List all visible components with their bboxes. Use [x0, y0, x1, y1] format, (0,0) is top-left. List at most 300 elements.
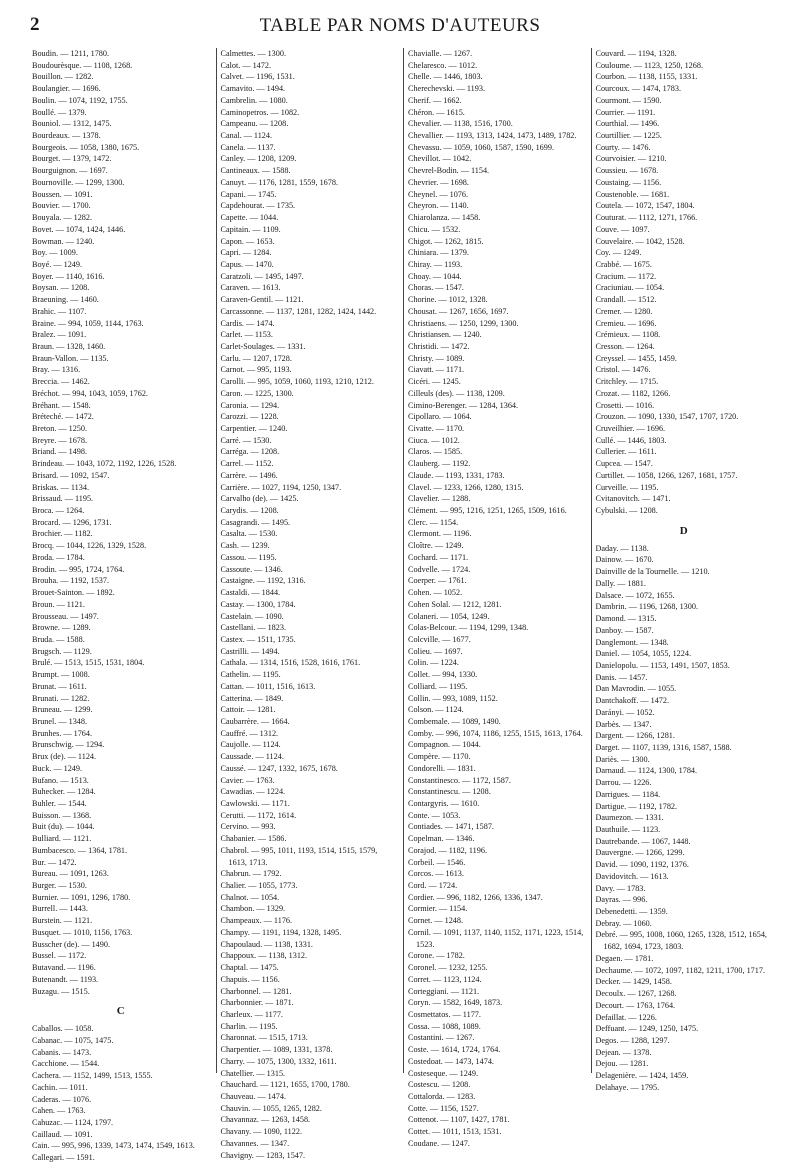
- index-entry: Cracium. — 1172.: [595, 271, 657, 281]
- index-column: [403, 48, 591, 1148]
- index-entry: Courty. — 1476.: [595, 142, 651, 152]
- index-entry: Charry. — 1075, 1300, 1332, 1611.: [220, 1056, 337, 1066]
- index-entry: Colliard. — 1195.: [408, 681, 468, 691]
- index-entry: Butavand. — 1196.: [32, 963, 96, 973]
- index-entry: Chigot. — 1262, 1815.: [408, 236, 484, 246]
- index-entry: Bourgeois. — 1058, 1380, 1675.: [32, 142, 140, 152]
- index-columns: [28, 48, 778, 1163]
- index-entry: Boudourèsque. — 1108, 1268.: [32, 60, 133, 70]
- index-entry: Carpentier. — 1240.: [220, 424, 288, 433]
- index-entry: Boudin. — 1211, 1780.: [32, 49, 110, 58]
- index-entry: Charbonnel. — 1281.: [220, 986, 292, 996]
- index-entry: Cimino-Berenger. — 1284, 1364.: [408, 400, 519, 410]
- index-entry: Daniel. — 1054, 1055, 1224.: [595, 649, 692, 659]
- index-entry: Buisson. — 1368.: [32, 810, 92, 820]
- index-entry: Chambon. — 1329.: [220, 904, 286, 914]
- index-entry: Cash. — 1239.: [220, 541, 270, 551]
- index-entry: Boulangier. — 1696.: [32, 84, 101, 94]
- index-entry: Bussel. — 1172.: [32, 951, 87, 961]
- index-entry: Corteggiani. — 1121.: [408, 986, 480, 996]
- index-entry: Carozzi. — 1228.: [220, 412, 279, 422]
- index-entry: Cicéri. — 1245.: [408, 377, 461, 387]
- index-entry: Christidi. — 1472.: [408, 341, 470, 351]
- index-entry: Cassou. — 1195.: [220, 552, 277, 562]
- index-entry: Charonnat. — 1515, 1713.: [220, 1033, 308, 1043]
- index-entry: Cullé. — 1446, 1803.: [595, 435, 667, 445]
- index-entry: Brochier. — 1182.: [32, 529, 93, 539]
- index-entry: Cassoute. — 1346.: [220, 564, 283, 574]
- index-entry: Braeuning. — 1460.: [32, 295, 99, 305]
- index-entry: Cupcea. — 1547.: [595, 459, 653, 469]
- index-entry: Chauveau. — 1474.: [220, 1091, 286, 1101]
- index-entry: Couvelaire. — 1042, 1528.: [595, 236, 685, 246]
- index-entry: Crozat. — 1182, 1266.: [595, 388, 671, 398]
- index-entry: Debré. — 995, 1008, 1060, 1265, 1328, 1512, 1654, 1682, 1694, 1723, 1803.: [595, 930, 767, 952]
- index-entry: Deffuant. — 1249, 1250, 1475.: [595, 1024, 699, 1034]
- index-entry: Cattoir. — 1281.: [220, 705, 276, 715]
- index-entry: Clauberg. — 1192.: [408, 459, 471, 469]
- index-entry: Boussen. — 1091.: [32, 189, 93, 199]
- index-entry: Cybulski. — 1208.: [595, 506, 658, 516]
- index-entry: Carrel. — 1152.: [220, 459, 274, 469]
- index-entry: Chappoux. — 1138, 1312.: [220, 951, 308, 961]
- index-entry: Collin. — 993, 1089, 1152.: [408, 693, 498, 703]
- index-entry: Briskas. — 1134.: [32, 482, 90, 492]
- index-entry: Caron. — 1225, 1300.: [220, 388, 294, 398]
- index-entry: Contargyris. — 1610.: [408, 799, 480, 808]
- index-entry: Coustenoble. — 1681.: [595, 189, 670, 199]
- index-entry: Cahen. — 1763.: [32, 1106, 86, 1116]
- index-entry: Broun. — 1121.: [32, 599, 85, 609]
- index-entry: Damond. — 1315.: [595, 614, 657, 624]
- index-entry: Dally. — 1881.: [595, 578, 646, 588]
- index-entry: Constantinesco. — 1172, 1587.: [408, 775, 511, 785]
- index-entry: Cheynel. — 1076.: [408, 189, 469, 199]
- index-entry: Dauvergne. — 1266, 1299.: [595, 848, 685, 858]
- index-entry: Cahuzac. — 1124, 1797.: [32, 1117, 114, 1127]
- index-entry: Claude. — 1193, 1331, 1783.: [408, 470, 505, 480]
- index-entry: Brulé. — 1513, 1515, 1531, 1804.: [32, 658, 145, 668]
- index-entry: Braun. — 1328, 1460.: [32, 341, 106, 351]
- index-entry: Chelle. — 1446, 1803.: [408, 72, 483, 82]
- index-entry: Clément. — 995, 1216, 1251, 1265, 1509, 1616.: [408, 506, 567, 516]
- index-entry: Costeseque. — 1249.: [408, 1068, 479, 1078]
- index-entry: Canal. — 1124.: [220, 131, 273, 141]
- index-entry: Browne. — 1289.: [32, 623, 91, 633]
- index-entry: Darányi. — 1052.: [595, 707, 655, 717]
- index-entry: Courbon. — 1138, 1155, 1331.: [595, 72, 698, 82]
- index-entry: Colieu. — 1697.: [408, 646, 463, 656]
- index-entry: Cossa. — 1088, 1089.: [408, 1021, 481, 1031]
- index-entry: Boyer. — 1140, 1616.: [32, 271, 105, 281]
- index-entry: Cloître. — 1249.: [408, 541, 464, 551]
- index-entry: Corret. — 1123, 1124.: [408, 974, 482, 984]
- index-entry: Dartigue. — 1192, 1782.: [595, 801, 678, 811]
- index-entry: Brunati. — 1282.: [32, 693, 90, 703]
- index-entry: Castaldi. — 1844.: [220, 588, 281, 598]
- index-entry: Chapoulaud. — 1138, 1331.: [220, 939, 313, 949]
- index-entry: Dariès. — 1300.: [595, 754, 650, 764]
- index-entry: Coutela. — 1072, 1547, 1804.: [595, 201, 695, 211]
- index-entry: Carré. — 1530.: [220, 435, 272, 445]
- index-entry: Bourguignon. — 1697.: [32, 166, 108, 176]
- index-entry: Bouvier. — 1700.: [32, 201, 91, 211]
- index-entry: Courmont. — 1590.: [595, 95, 662, 105]
- index-entry: Chorine. — 1012, 1328.: [408, 295, 488, 305]
- index-entry: Couloume. — 1123, 1250, 1268.: [595, 60, 703, 70]
- index-entry: Cachera. — 1152, 1499, 1513, 1555.: [32, 1071, 153, 1081]
- index-entry: Buzagu. — 1515.: [32, 986, 90, 996]
- index-entry: Chéron. — 1615.: [408, 107, 465, 117]
- index-entry: Coste. — 1614, 1724, 1764.: [408, 1045, 501, 1055]
- index-entry: Danielopolu. — 1153, 1491, 1507, 1853.: [595, 660, 730, 670]
- index-entry: Danglemont. — 1348.: [595, 637, 669, 647]
- index-entry: Costedoat. — 1473, 1474.: [408, 1056, 494, 1066]
- index-entry: Carlu. — 1207, 1728.: [220, 353, 292, 363]
- index-entry: Bray. — 1316.: [32, 365, 81, 375]
- index-entry: Chaptal. — 1475.: [220, 963, 279, 973]
- index-entry: Chousat. — 1267, 1656, 1697.: [408, 306, 509, 316]
- index-entry: Degaen. — 1781.: [595, 953, 654, 963]
- index-entry: Ciuca. — 1012.: [408, 435, 460, 445]
- index-entry: Boy. — 1009.: [32, 248, 78, 258]
- index-entry: Butenandt. — 1193.: [32, 974, 99, 984]
- index-entry: Carlet. — 1153.: [220, 330, 273, 340]
- index-entry: Breccia. — 1462.: [32, 377, 90, 387]
- index-entry: Clerc. — 1154.: [408, 517, 459, 527]
- index-entry: Delahaye. — 1795.: [595, 1082, 660, 1092]
- index-entry: Castellani. — 1823.: [220, 623, 286, 633]
- index-entry: Boysan. — 1208.: [32, 283, 90, 293]
- index-entry: Canela. — 1137.: [220, 142, 276, 152]
- index-entry: Colaneri. — 1054, 1249.: [408, 611, 490, 621]
- index-entry: Colcville. — 1677.: [408, 634, 471, 644]
- index-entry: Chalnot. — 1054.: [220, 892, 280, 902]
- index-entry: Cavier. — 1763.: [220, 775, 275, 785]
- index-entry: Carréga. — 1208.: [220, 447, 280, 457]
- index-entry: Calot. — 1472.: [220, 60, 271, 70]
- index-entry: Corcos. — 1613.: [408, 869, 464, 879]
- index-entry: Cottet. — 1011, 1513, 1531.: [408, 1127, 502, 1137]
- index-entry: Charlin. — 1195.: [220, 1021, 278, 1031]
- index-entry: Corajod. — 1182, 1196.: [408, 845, 487, 855]
- index-entry: Brunel. — 1348.: [32, 716, 88, 726]
- index-entry: Costantini. — 1267.: [408, 1033, 475, 1043]
- index-entry: Caballos. — 1058.: [32, 1024, 94, 1034]
- index-entry: Chauchard. — 1121, 1655, 1700, 1780.: [220, 1080, 350, 1090]
- index-entry: Chabrun. — 1792.: [220, 869, 282, 879]
- index-entry: Cacchione. — 1544.: [32, 1059, 100, 1069]
- index-column: [591, 48, 779, 1092]
- index-entry: Civatte. — 1170.: [408, 424, 465, 433]
- index-entry: Brissaud. — 1195.: [32, 494, 94, 504]
- index-entry: Chavannaz. — 1263, 1458.: [220, 1115, 311, 1125]
- index-entry: Cantineaux. — 1588.: [220, 166, 291, 176]
- index-entry: Cachin. — 1011.: [32, 1082, 88, 1092]
- index-entry: Busscher (de). — 1490.: [32, 939, 110, 949]
- index-entry: Brunschwig. — 1294.: [32, 740, 105, 750]
- index-entry: Chevrier. — 1698.: [408, 177, 469, 187]
- index-entry: Choay. — 1044.: [408, 271, 462, 281]
- index-entry: Cohen Solal. — 1212, 1281.: [408, 599, 502, 609]
- index-entry: Cabanac. — 1075, 1475.: [32, 1035, 114, 1045]
- index-entry: Carvalho (de). — 1425.: [220, 494, 299, 504]
- index-entry: Colin. — 1224.: [408, 658, 459, 668]
- index-entry: Couve. — 1097.: [595, 224, 650, 234]
- index-entry: Bréteché. — 1472.: [32, 412, 94, 422]
- index-entry: Brouha. — 1192, 1537.: [32, 576, 110, 586]
- index-entry: Dauthuile. — 1123.: [595, 825, 661, 834]
- page-title: TABLE PAR NOMS D'AUTEURS: [259, 15, 541, 36]
- index-entry: Codvelle. — 1724.: [408, 564, 471, 574]
- index-entry: Costescu. — 1208.: [408, 1080, 471, 1090]
- index-entry: Cristol. — 1476.: [595, 365, 651, 375]
- index-entry: Cosmettatos. — 1177.: [408, 1009, 481, 1019]
- index-entry: Chavannes. — 1347.: [220, 1138, 290, 1148]
- index-entry: Chelaresco. — 1012.: [408, 60, 478, 70]
- index-column: [216, 48, 404, 1160]
- index-entry: Caussé. — 1247, 1332, 1675, 1678.: [220, 763, 338, 773]
- index-entry: Crosetti. — 1016.: [595, 400, 655, 410]
- index-entry: Brahic. — 1107.: [32, 306, 87, 316]
- index-entry: Davy. — 1783.: [595, 883, 646, 893]
- index-entry: Curveille. — 1195.: [595, 482, 659, 492]
- index-entry: Dejou. — 1281.: [595, 1059, 649, 1069]
- index-entry: Cottalorda. — 1283.: [408, 1091, 476, 1101]
- index-entry: Darrigues. — 1184.: [595, 789, 661, 799]
- index-entry: Castaigne. — 1192, 1316.: [220, 576, 306, 586]
- index-entry: Capon. — 1653.: [220, 236, 275, 246]
- index-entry: Caillaud. — 1091.: [32, 1129, 93, 1139]
- index-entry: Bralez. — 1091.: [32, 330, 87, 340]
- index-entry: Chalier. — 1055, 1773.: [220, 881, 298, 891]
- index-entry: Cambrelin. — 1080.: [220, 95, 288, 105]
- index-entry: Buhecker. — 1284.: [32, 787, 96, 797]
- index-entry: Coy. — 1249.: [595, 248, 642, 258]
- index-entry: Courtillier. — 1225.: [595, 131, 662, 141]
- index-entry: Castrilli. — 1494.: [220, 646, 280, 656]
- index-entry: Dantchakoff. — 1472.: [595, 696, 670, 706]
- index-entry: Cruveilhier. — 1696.: [595, 424, 666, 433]
- index-entry: Carnot. — 995, 1193.: [220, 365, 292, 375]
- index-entry: Corone. — 1782.: [408, 951, 465, 961]
- index-entry: Colas-Belcour. — 1194, 1299, 1348.: [408, 623, 529, 633]
- index-entry: Couvard. — 1194, 1328.: [595, 49, 677, 58]
- index-entry: Buck. — 1249.: [32, 763, 83, 773]
- index-entry: Crouzon. — 1090, 1330, 1547, 1707, 1720.: [595, 412, 739, 422]
- index-entry: Collet. — 994, 1330.: [408, 670, 478, 680]
- index-entry: Campeanu. — 1208.: [220, 119, 289, 129]
- index-entry: Cherif. — 1662.: [408, 95, 462, 105]
- index-entry: Cardis. — 1474.: [220, 318, 275, 328]
- index-entry: Canley. — 1208, 1209.: [220, 154, 297, 164]
- index-entry: Debenedetti. — 1359.: [595, 907, 668, 917]
- index-entry: Copelman. — 1346.: [408, 834, 475, 844]
- index-entry: Capitain. — 1109.: [220, 224, 281, 234]
- index-entry: Christy. — 1089.: [408, 353, 465, 363]
- index-entry: Chauvin. — 1055, 1265, 1282.: [220, 1103, 322, 1113]
- index-entry: Cipollaro. — 1064.: [408, 412, 472, 422]
- index-entry: Burger. — 1530.: [32, 881, 87, 891]
- index-entry: Chicu. — 1532.: [408, 224, 461, 234]
- index-entry: Brocard. — 1296, 1731.: [32, 517, 112, 527]
- index-entry: Brux (de). — 1124.: [32, 752, 97, 762]
- index-entry: Cohen. — 1052.: [408, 588, 463, 598]
- index-entry: Charbonnier. — 1871.: [220, 998, 294, 1008]
- index-entry: Calmettes. — 1300.: [220, 49, 286, 58]
- index-entry: Dejean. — 1378.: [595, 1047, 652, 1057]
- index-entry: Cornil. — 1091, 1137, 1140, 1152, 1171, 1223, 1514, 1523.: [408, 927, 584, 949]
- index-entry: Bourget. — 1379, 1472.: [32, 154, 112, 164]
- index-entry: Crémieux. — 1108.: [595, 330, 661, 340]
- index-entry: Caminopetros. — 1082.: [220, 107, 300, 117]
- index-entry: Bowman. — 1240.: [32, 236, 95, 246]
- index-entry: Cawadias. — 1224.: [220, 787, 286, 797]
- index-entry: Brocq. — 1044, 1226, 1329, 1528.: [32, 541, 147, 551]
- index-entry: Danboy. — 1587.: [595, 625, 654, 635]
- index-entry: Cordier. — 996, 1182, 1266, 1336, 1347.: [408, 892, 543, 902]
- index-entry: Daday. — 1138.: [595, 543, 649, 553]
- index-entry: Cormier. — 1154.: [408, 904, 468, 914]
- index-entry: Courcoux. — 1474, 1783.: [595, 84, 682, 94]
- index-entry: Cilleuls (des). — 1138, 1209.: [408, 388, 505, 398]
- index-entry: Darbès. — 1347.: [595, 719, 652, 729]
- index-entry: Coerper. — 1761.: [408, 576, 467, 586]
- index-entry: Bouillon. — 1282.: [32, 72, 94, 82]
- index-entry: Compère. — 1170.: [408, 752, 471, 762]
- index-entry: Crabbé. — 1675.: [595, 259, 652, 269]
- index-entry: Caussade. — 1124.: [220, 752, 284, 762]
- index-entry: Compagnon. — 1044.: [408, 740, 481, 750]
- index-entry: Caronia. — 1294.: [220, 400, 280, 410]
- index-entry: Cottenot. — 1107, 1427, 1781.: [408, 1115, 510, 1125]
- index-entry: Caujolle. — 1124.: [220, 740, 281, 750]
- index-entry: Capri. — 1284.: [220, 248, 272, 258]
- index-entry: Davidovitch. — 1613.: [595, 871, 669, 881]
- index-entry: Bournoville. — 1299, 1300.: [32, 177, 125, 187]
- index-entry: Buit (du). — 1044.: [32, 822, 95, 832]
- index-entry: Casagrandi. — 1495.: [220, 517, 291, 527]
- index-entry: Bumbacesco. — 1364, 1781.: [32, 845, 128, 855]
- index-entry: Dainville de la Tournelle. — 1210.: [595, 567, 710, 577]
- index-entry: Bovet. — 1074, 1424, 1446.: [32, 224, 126, 234]
- index-entry: Capette. — 1044.: [220, 213, 279, 223]
- index-entry: Chevillot. — 1042.: [408, 154, 472, 164]
- index-entry: Brouet-Sainton. — 1892.: [32, 588, 115, 598]
- index-entry: Chiarolanza. — 1458.: [408, 213, 481, 223]
- index-entry: Castay. — 1300, 1784.: [220, 599, 296, 609]
- index-entry: Coussieu. — 1678.: [595, 166, 659, 176]
- index-entry: Condorelli. — 1831.: [408, 763, 476, 773]
- index-entry: Coustaing. — 1156.: [595, 177, 662, 187]
- index-entry: Coronel. — 1232, 1255.: [408, 963, 488, 973]
- index-entry: Champeaux. — 1176.: [220, 916, 293, 926]
- index-entry: Dayras. — 996.: [595, 895, 648, 905]
- index-entry: Choras. — 1547.: [408, 283, 464, 293]
- index-entry: Boullé. — 1379.: [32, 107, 87, 117]
- index-entry: Broca. — 1264.: [32, 506, 85, 516]
- index-entry: Coudane. — 1247.: [408, 1138, 470, 1148]
- index-entry: Crandall. — 1512.: [595, 295, 657, 305]
- index-entry: Charpentier. — 1089, 1331, 1378.: [220, 1045, 333, 1055]
- index-entry: Caraven. — 1613.: [220, 283, 281, 293]
- index-entry: Cherechevski. — 1193.: [408, 84, 486, 94]
- index-entry: Brindeau. — 1043, 1072, 1192, 1226, 1528.: [32, 459, 177, 469]
- index-entry: Dechaume. — 1072, 1097, 1182, 1211, 1700, 1717.: [595, 965, 765, 975]
- index-entry: Clermont. — 1196.: [408, 529, 472, 539]
- index-entry: Cresson. — 1264.: [595, 341, 655, 351]
- index-entry: Christiansen. — 1240.: [408, 330, 482, 340]
- index-entry: Courthial. — 1496.: [595, 119, 660, 129]
- index-entry: Darrou. — 1226.: [595, 778, 652, 788]
- page-header: [30, 14, 770, 44]
- index-entry: Braine. — 994, 1059, 1144, 1763.: [32, 318, 144, 328]
- index-entry: Brunat. — 1611.: [32, 681, 87, 691]
- index-entry: Colson. — 1124.: [408, 705, 464, 715]
- index-entry: Cornet. — 1248.: [408, 916, 464, 926]
- index-entry: Chatellier. — 1315.: [220, 1068, 286, 1078]
- index-entry: Carrière. — 1027, 1194, 1250, 1347.: [220, 482, 342, 492]
- index-entry: Chavialle. — 1267.: [408, 49, 473, 58]
- index-entry: Capus. — 1470.: [220, 259, 274, 269]
- index-entry: Callegari. — 1591.: [32, 1153, 95, 1163]
- index-entry: Clavelier. — 1288.: [408, 494, 471, 504]
- page-number: 2: [30, 14, 40, 35]
- index-entry: Debray. — 1060.: [595, 918, 652, 928]
- index-entry: Brugsch. — 1129.: [32, 646, 92, 656]
- index-entry: Bur. — 1472.: [32, 857, 77, 867]
- index-entry: Catterina. — 1849.: [220, 693, 284, 703]
- index-entry: Cathelin. — 1195.: [220, 670, 281, 680]
- index-entry: Boulin. — 1074, 1192, 1755.: [32, 95, 128, 105]
- index-entry: Bruda. — 1588.: [32, 634, 85, 644]
- index-entry: Brumpt. — 1008.: [32, 670, 90, 680]
- index-entry: Conte. — 1053.: [408, 810, 461, 820]
- index-entry: Broda. — 1784.: [32, 552, 85, 562]
- index-entry: Cochard. — 1171.: [408, 552, 469, 562]
- index-entry: Decoulx. — 1267, 1268.: [595, 989, 677, 999]
- index-entry: Cotte. — 1156, 1527.: [408, 1103, 479, 1113]
- index-entry: Curtillet. — 1058, 1266, 1267, 1681, 1757.: [595, 470, 738, 480]
- index-entry: Brunhes. — 1764.: [32, 728, 93, 738]
- index-entry: Casalta. — 1530.: [220, 529, 278, 539]
- index-entry: Bréhant. — 1548.: [32, 400, 91, 410]
- index-entry: Breton. — 1250.: [32, 424, 88, 433]
- index-entry: Carolli. — 995, 1059, 1060, 1193, 1210, 1212.: [220, 377, 374, 387]
- index-entry: Brousseau. — 1497.: [32, 611, 99, 621]
- index-entry: Dautrebande. — 1067, 1448.: [595, 836, 691, 846]
- index-entry: Chavany. — 1090, 1122.: [220, 1127, 302, 1137]
- index-entry: Bruneau. — 1299.: [32, 705, 93, 715]
- index-entry: Caubarrère. — 1664.: [220, 716, 290, 726]
- index-entry: Cawlowski. — 1171.: [220, 799, 290, 808]
- index-entry: Champy. — 1191, 1194, 1328, 1495.: [220, 927, 342, 937]
- index-entry: Cabanis. — 1473.: [32, 1047, 92, 1057]
- index-entry: Danis. — 1457.: [595, 672, 648, 682]
- index-entry: Burrell. — 1443.: [32, 904, 88, 914]
- index-entry: Combemale. — 1089, 1490.: [408, 716, 501, 726]
- index-entry: Camavito. — 1494.: [220, 84, 286, 94]
- index-entry: Bufano. — 1513.: [32, 775, 89, 785]
- index-entry: Chevassu. — 1059, 1060, 1587, 1590, 1699.: [408, 142, 555, 152]
- index-entry: Dainow. — 1670.: [595, 555, 654, 565]
- index-entry: Cervino. — 993.: [220, 822, 276, 832]
- index-entry: Calvet. — 1196, 1531.: [220, 72, 295, 82]
- index-entry: Delagenière. — 1424, 1459.: [595, 1071, 689, 1081]
- index-entry: David. — 1090, 1192, 1376.: [595, 860, 689, 870]
- index-entry: Carrère. — 1496.: [220, 470, 278, 480]
- index-entry: Chevalier. — 1138, 1516, 1700.: [408, 119, 513, 129]
